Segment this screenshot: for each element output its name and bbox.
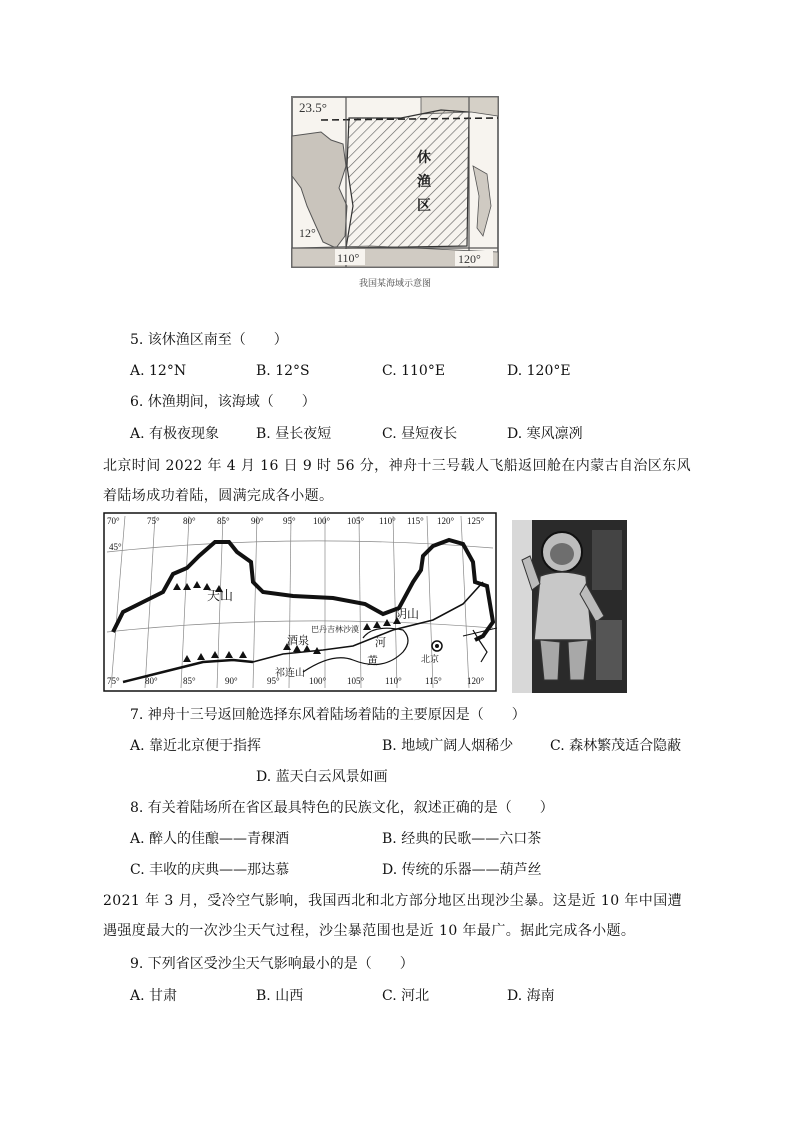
lon-bottom-95: 95° [267,676,280,686]
lon-top-85: 85° [217,516,230,526]
zone-label-char-1: 休 [417,150,431,166]
passage-2: 2021 年 3 月，受冷空气影响，我国西北和北方部分地区出现沙尘暴。这是近 10 年中国遭遇强度最大的一次沙尘天气过程，沙尘暴范围也是近 10 年最广。据此完成各小题。 [103,893,682,939]
q7-option-b[interactable]: B. 地域广阔人烟稀少 [382,738,514,754]
q5-option-d[interactable]: D. 120°E [507,363,571,379]
q8-option-a[interactable]: A. 醉人的佳酿——青稞酒 [130,831,290,847]
lon-bottom-110: 110° [385,676,402,686]
passage-1: 北京时间 2022 年 4 月 16 日 9 时 56 分，神舟十三号载人飞船返回舱在内蒙古自治区东风着陆场成功着陆，圆满完成各小题。 [103,458,691,504]
lon-top-115: 115° [407,516,424,526]
label-yinshan: 阴山 [395,607,420,621]
q8-option-c[interactable]: C. 丰收的庆典——那达慕 [130,862,290,878]
label-jiuquan: 酒泉 [287,634,309,647]
lat-north-label: 23.5° [299,100,327,115]
q6-option-b[interactable]: B. 昼长夜短 [256,426,332,442]
q9-option-a[interactable]: A. 甘肃 [130,988,178,1004]
q5-option-c[interactable]: C. 110°E [382,363,446,379]
landing-site-map [103,512,497,692]
lon-west-label: 110° [337,251,360,265]
lon-bottom-120: 120° [467,676,485,686]
q6-option-a[interactable]: A. 有极夜现象 [130,426,220,442]
label-he: 河 [375,636,386,649]
q8-option-b[interactable]: B. 经典的民歌——六口茶 [382,831,542,847]
lon-top-80: 80° [183,516,196,526]
q9-option-b[interactable]: B. 山西 [256,988,304,1004]
lon-bottom-105: 105° [347,676,365,686]
lat-45-label: 45° [109,542,122,552]
lon-bottom-80: 80° [145,676,158,686]
q7-stem: 7. 神舟十三号返回舱选择东风着陆场着陆的主要原因是（ ） [130,707,526,723]
q6-stem: 6. 休渔期间，该海域（ ） [130,394,316,410]
lon-bottom-85: 85° [183,676,196,686]
lon-top-70: 70° [107,516,120,526]
q8-stem: 8. 有关着陆场所在省区最具特色的民族文化，叙述正确的是（ ） [130,800,554,816]
lon-top-105: 105° [347,516,365,526]
astronaut-photo [512,520,627,693]
q7-option-a[interactable]: A. 靠近北京便于指挥 [130,738,262,754]
q9-option-d[interactable]: D. 海南 [507,988,555,1004]
lat-south-label: 12° [299,226,316,240]
label-badain-jaran: 巴丹吉林沙漠 [311,625,359,634]
q5-stem: 5. 该休渔区南至（ ） [130,332,288,348]
fishing-ban-map [291,96,499,268]
label-huang: 黄 [367,654,378,667]
lon-bottom-75: 75° [107,676,120,686]
lon-top-110: 110° [379,516,396,526]
label-tianshan: 天山 [207,589,234,604]
lon-top-90: 90° [251,516,264,526]
q7-option-d[interactable]: D. 蓝天白云风景如画 [256,769,388,785]
q7-option-c[interactable]: C. 森林繁茂适合隐蔽 [550,738,682,754]
figure1-caption: 我国某海域示意图 [358,279,431,289]
q9-option-c[interactable]: C. 河北 [382,988,430,1004]
q9-stem: 9. 下列省区受沙尘天气影响最小的是（ ） [130,956,414,972]
zone-label-char-3: 区 [417,198,431,214]
lon-top-125: 125° [467,516,485,526]
lon-top-120: 120° [437,516,455,526]
lon-bottom-115: 115° [425,676,442,686]
lon-bottom-90: 90° [225,676,238,686]
lon-top-100: 100° [313,516,331,526]
lon-top-95: 95° [283,516,296,526]
lon-bottom-100: 100° [309,676,327,686]
label-qilianshan: 祁连山 [275,668,305,679]
q5-option-b[interactable]: B. 12°S [256,363,310,379]
q8-option-d[interactable]: D. 传统的乐器——葫芦丝 [382,862,542,878]
q6-option-d[interactable]: D. 寒风凛冽 [507,426,583,442]
label-beijing: 北京 [421,655,440,665]
q5-option-a[interactable]: A. 12°N [130,363,187,379]
lon-east-label: 120° [458,252,481,266]
lon-top-75: 75° [147,516,160,526]
zone-label-char-2: 渔 [417,174,431,190]
q6-option-c[interactable]: C. 昼短夜长 [382,426,458,442]
